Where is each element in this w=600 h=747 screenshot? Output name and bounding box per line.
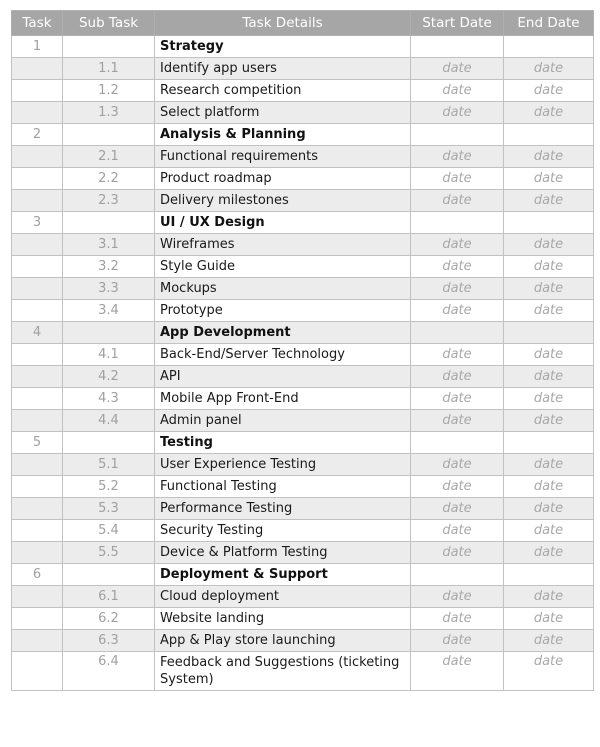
header-start-date: Start Date xyxy=(411,11,504,36)
task-details-cell: Product roadmap xyxy=(155,168,411,190)
end-date-cell: date xyxy=(504,608,594,630)
start-date-cell: date xyxy=(411,102,504,124)
subtask-number-cell: 6.4 xyxy=(63,652,155,691)
task-number-cell: 4 xyxy=(12,322,63,344)
subtask-number-cell: 1.2 xyxy=(63,80,155,102)
table-body xyxy=(12,36,594,691)
table-row xyxy=(12,168,594,190)
task-number-cell xyxy=(12,168,63,190)
end-date-cell xyxy=(504,212,594,234)
table-row xyxy=(12,630,594,652)
start-date-cell: date xyxy=(411,58,504,80)
start-date-cell: date xyxy=(411,652,504,691)
start-date-cell: date xyxy=(411,630,504,652)
start-date-cell xyxy=(411,212,504,234)
task-number-cell xyxy=(12,454,63,476)
table-row xyxy=(12,256,594,278)
task-details-cell: Strategy xyxy=(155,36,411,58)
end-date-cell: date xyxy=(504,542,594,564)
table-header xyxy=(12,11,594,36)
task-details-cell: Back-End/Server Technology xyxy=(155,344,411,366)
start-date-cell: date xyxy=(411,256,504,278)
end-date-cell: date xyxy=(504,234,594,256)
task-number-cell: 3 xyxy=(12,212,63,234)
subtask-number-cell: 3.2 xyxy=(63,256,155,278)
end-date-cell xyxy=(504,124,594,146)
start-date-cell: date xyxy=(411,80,504,102)
table-row xyxy=(12,454,594,476)
end-date-cell: date xyxy=(504,58,594,80)
subtask-number-cell: 6.1 xyxy=(63,586,155,608)
task-details-cell: Device & Platform Testing xyxy=(155,542,411,564)
subtask-number-cell: 5.4 xyxy=(63,520,155,542)
table-row xyxy=(12,520,594,542)
table-row xyxy=(12,476,594,498)
start-date-cell: date xyxy=(411,608,504,630)
end-date-cell xyxy=(504,36,594,58)
task-number-cell xyxy=(12,278,63,300)
subtask-number-cell: 5.3 xyxy=(63,498,155,520)
table-row xyxy=(12,542,594,564)
task-details-cell: UI / UX Design xyxy=(155,212,411,234)
task-details-cell: Performance Testing xyxy=(155,498,411,520)
task-details-cell: Functional Testing xyxy=(155,476,411,498)
end-date-cell: date xyxy=(504,168,594,190)
task-number-cell xyxy=(12,344,63,366)
subtask-number-cell xyxy=(63,212,155,234)
task-details-cell: Mockups xyxy=(155,278,411,300)
subtask-number-cell: 6.2 xyxy=(63,608,155,630)
task-details-cell: Style Guide xyxy=(155,256,411,278)
table-row xyxy=(12,498,594,520)
task-table xyxy=(11,10,594,691)
end-date-cell: date xyxy=(504,410,594,432)
task-details-cell: Admin panel xyxy=(155,410,411,432)
task-details-cell: App Development xyxy=(155,322,411,344)
end-date-cell: date xyxy=(504,80,594,102)
subtask-number-cell: 1.3 xyxy=(63,102,155,124)
table-row xyxy=(12,300,594,322)
start-date-cell: date xyxy=(411,542,504,564)
table-row xyxy=(12,190,594,212)
task-details-cell: Prototype xyxy=(155,300,411,322)
subtask-number-cell: 2.3 xyxy=(63,190,155,212)
subtask-number-cell: 6.3 xyxy=(63,630,155,652)
task-number-cell xyxy=(12,498,63,520)
task-number-cell xyxy=(12,542,63,564)
task-details-cell: Website landing xyxy=(155,608,411,630)
subtask-number-cell: 4.3 xyxy=(63,388,155,410)
task-group-row xyxy=(12,124,594,146)
table-row xyxy=(12,278,594,300)
task-number-cell: 6 xyxy=(12,564,63,586)
start-date-cell xyxy=(411,432,504,454)
task-group-row xyxy=(12,564,594,586)
subtask-number-cell xyxy=(63,564,155,586)
task-number-cell: 2 xyxy=(12,124,63,146)
table-row xyxy=(12,146,594,168)
header-task: Task xyxy=(12,11,63,36)
task-details-cell: Functional requirements xyxy=(155,146,411,168)
task-details-cell: Cloud deployment xyxy=(155,586,411,608)
start-date-cell xyxy=(411,322,504,344)
end-date-cell: date xyxy=(504,454,594,476)
task-details-cell: Mobile App Front-End xyxy=(155,388,411,410)
start-date-cell: date xyxy=(411,520,504,542)
start-date-cell: date xyxy=(411,168,504,190)
end-date-cell: date xyxy=(504,344,594,366)
start-date-cell: date xyxy=(411,146,504,168)
task-number-cell xyxy=(12,102,63,124)
task-number-cell xyxy=(12,630,63,652)
task-number-cell: 5 xyxy=(12,432,63,454)
end-date-cell: date xyxy=(504,278,594,300)
header-end-date: End Date xyxy=(504,11,594,36)
subtask-number-cell: 4.4 xyxy=(63,410,155,432)
task-details-cell: Research competition xyxy=(155,80,411,102)
table-row xyxy=(12,234,594,256)
end-date-cell xyxy=(504,322,594,344)
task-group-row xyxy=(12,212,594,234)
start-date-cell: date xyxy=(411,454,504,476)
subtask-number-cell: 2.1 xyxy=(63,146,155,168)
end-date-cell: date xyxy=(504,498,594,520)
task-number-cell xyxy=(12,586,63,608)
subtask-number-cell xyxy=(63,124,155,146)
task-group-row xyxy=(12,36,594,58)
start-date-cell: date xyxy=(411,586,504,608)
start-date-cell: date xyxy=(411,234,504,256)
start-date-cell: date xyxy=(411,278,504,300)
subtask-number-cell: 3.1 xyxy=(63,234,155,256)
subtask-number-cell: 5.5 xyxy=(63,542,155,564)
task-details-cell: Select platform xyxy=(155,102,411,124)
start-date-cell: date xyxy=(411,190,504,212)
task-number-cell xyxy=(12,256,63,278)
subtask-number-cell xyxy=(63,432,155,454)
task-details-cell: App & Play store launching xyxy=(155,630,411,652)
task-details-cell: Analysis & Planning xyxy=(155,124,411,146)
task-number-cell xyxy=(12,476,63,498)
table-row xyxy=(12,652,594,691)
end-date-cell: date xyxy=(504,652,594,691)
table-row xyxy=(12,586,594,608)
end-date-cell: date xyxy=(504,146,594,168)
task-details-cell: Feedback and Suggestions (ticketing System) xyxy=(155,652,411,691)
table-row xyxy=(12,410,594,432)
task-group-row xyxy=(12,322,594,344)
task-number-cell xyxy=(12,190,63,212)
end-date-cell: date xyxy=(504,102,594,124)
table-row xyxy=(12,388,594,410)
task-details-cell: Delivery milestones xyxy=(155,190,411,212)
task-details-cell: Security Testing xyxy=(155,520,411,542)
task-number-cell xyxy=(12,652,63,691)
subtask-number-cell: 3.3 xyxy=(63,278,155,300)
start-date-cell: date xyxy=(411,498,504,520)
task-number-cell xyxy=(12,234,63,256)
task-number-cell xyxy=(12,300,63,322)
end-date-cell xyxy=(504,432,594,454)
subtask-number-cell: 4.1 xyxy=(63,344,155,366)
start-date-cell xyxy=(411,124,504,146)
end-date-cell: date xyxy=(504,388,594,410)
end-date-cell: date xyxy=(504,366,594,388)
task-number-cell xyxy=(12,366,63,388)
end-date-cell xyxy=(504,564,594,586)
start-date-cell: date xyxy=(411,388,504,410)
table-row xyxy=(12,102,594,124)
table-row xyxy=(12,80,594,102)
header-subtask: Sub Task xyxy=(63,11,155,36)
task-details-cell: API xyxy=(155,366,411,388)
task-number-cell: 1 xyxy=(12,36,63,58)
start-date-cell: date xyxy=(411,476,504,498)
start-date-cell xyxy=(411,36,504,58)
subtask-number-cell: 5.2 xyxy=(63,476,155,498)
start-date-cell: date xyxy=(411,366,504,388)
task-group-row xyxy=(12,432,594,454)
table-row xyxy=(12,366,594,388)
start-date-cell: date xyxy=(411,410,504,432)
end-date-cell: date xyxy=(504,300,594,322)
task-details-cell: User Experience Testing xyxy=(155,454,411,476)
task-number-cell xyxy=(12,608,63,630)
header-details: Task Details xyxy=(155,11,411,36)
task-details-cell: Deployment & Support xyxy=(155,564,411,586)
task-number-cell xyxy=(12,388,63,410)
subtask-number-cell: 2.2 xyxy=(63,168,155,190)
start-date-cell: date xyxy=(411,300,504,322)
subtask-number-cell xyxy=(63,36,155,58)
task-number-cell xyxy=(12,80,63,102)
task-details-cell: Identify app users xyxy=(155,58,411,80)
task-table-container xyxy=(11,10,594,691)
table-row xyxy=(12,344,594,366)
task-number-cell xyxy=(12,520,63,542)
end-date-cell: date xyxy=(504,476,594,498)
subtask-number-cell: 3.4 xyxy=(63,300,155,322)
table-row xyxy=(12,608,594,630)
task-number-cell xyxy=(12,410,63,432)
task-details-cell: Testing xyxy=(155,432,411,454)
end-date-cell: date xyxy=(504,520,594,542)
subtask-number-cell: 5.1 xyxy=(63,454,155,476)
start-date-cell: date xyxy=(411,344,504,366)
task-details-cell: Wireframes xyxy=(155,234,411,256)
end-date-cell: date xyxy=(504,630,594,652)
subtask-number-cell xyxy=(63,322,155,344)
table-row xyxy=(12,58,594,80)
subtask-number-cell: 4.2 xyxy=(63,366,155,388)
end-date-cell: date xyxy=(504,256,594,278)
task-number-cell xyxy=(12,58,63,80)
task-number-cell xyxy=(12,146,63,168)
end-date-cell: date xyxy=(504,586,594,608)
end-date-cell: date xyxy=(504,190,594,212)
subtask-number-cell: 1.1 xyxy=(63,58,155,80)
start-date-cell xyxy=(411,564,504,586)
